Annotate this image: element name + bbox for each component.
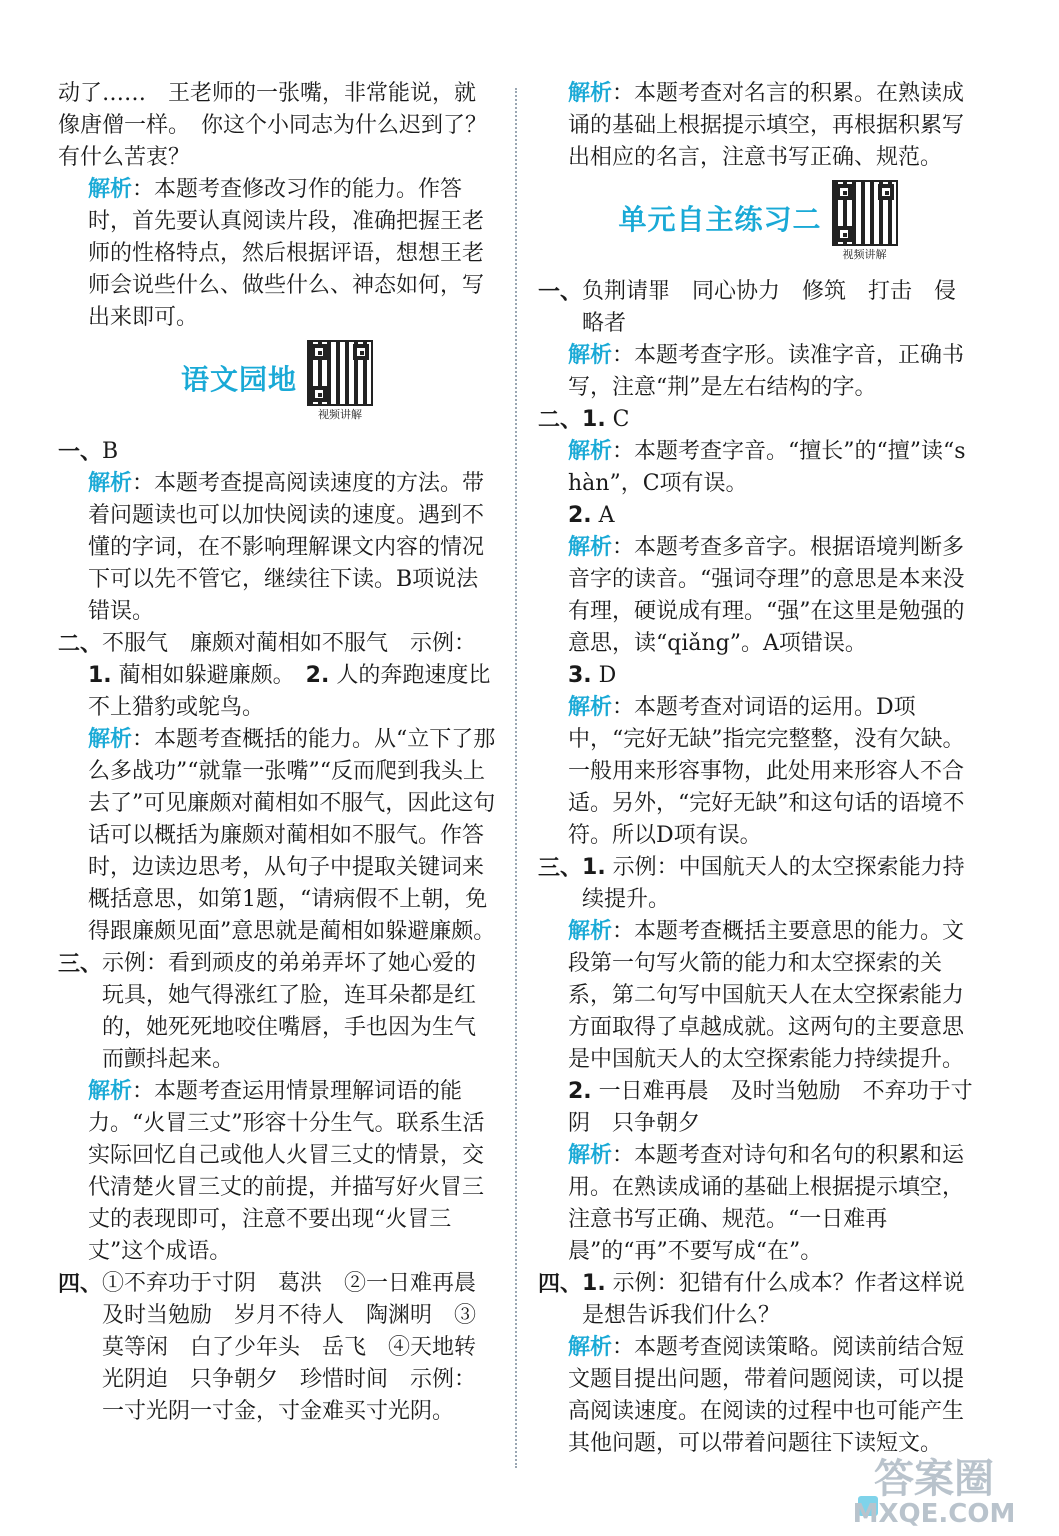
sub-answer [582,1268,978,1332]
qr-code-block[interactable] [832,180,898,262]
analysis-text: ：本题考查概括的能力。从“立下了那么多战功”“就靠一张嘴”“反而爬到我头上去了”可见廉颇对蔺相如不服气，因此这句话可以概括为廉颇对蔺相如不服气。作答时，边读边思考，从句子中提取关键词来概括意思，如第1题，“请病假不上朝，免得跟廉颇见面”意思就是蔺相如躲避廉颇。 [88,727,496,944]
analysis-block [538,436,978,500]
analysis-text: ：本题考查提高阅读速度的方法。带着问题读也可以加快阅读的速度。遇到不懂的字词，在不影响理解课文内容的情况下可以先不管它，继续往下读。B项说法错误。 [88,471,485,624]
analysis-block [538,692,978,852]
analysis-block [538,340,978,404]
analysis-text: ：本题考查对词语的运用。D项中，“完好无缺”指完完整整，没有欠缺。一般用来形容事物，此处用来形容人不合适。另外，“完好无缺”和这句话的语境不符。所以D项有误。 [568,695,965,848]
answer-text: 示例：看到顽皮的弟弟弄坏了她心爱的玩具，她气得涨红了脸，连耳朵都是红的，她死死地咬住嘴唇，手也因为生气而颤抖起来。 [102,951,477,1072]
analysis-block [538,532,978,660]
analysis-text: ：本题考查字音。“擅长”的“擅”读“shàn”，C项有误。 [568,439,966,496]
watermark-line1: 答案圈 [874,1456,994,1502]
analysis-text: ：本题考查对名言的积累。在熟读成诵的基础上根据提示填空，再根据积累写出相应的名言，注意书写正确、规范。 [568,81,965,170]
column-divider [515,88,517,1468]
section-header-yuwen-yuandi [58,340,496,432]
analysis-label: 解析 [568,1335,613,1360]
question-number: 二、 [538,407,583,433]
sub-answer-text: C [605,407,630,432]
sub-answer [582,852,978,916]
analysis-text: ：本题考查字形。读准字音，正确书写，注意“荆”是左右结构的字。 [568,343,965,400]
analysis-label: 解析 [568,919,613,944]
analysis-block [538,78,978,174]
sub-number: 1. [88,663,112,688]
question-number: 二、 [58,631,103,657]
sub-number: 1. [582,855,606,880]
sub-number: 2. [568,1079,592,1104]
analysis-label: 解析 [88,1079,133,1104]
analysis-label: 解析 [568,1143,613,1168]
question-3 [58,948,496,1076]
question-number: 一、 [58,439,103,465]
question-2 [58,628,496,660]
analysis-label: 解析 [568,343,613,368]
right-column [538,78,978,1460]
qr-code-icon[interactable] [307,340,373,406]
sub-answer-text: A [591,503,615,528]
sub-answer: 人的奔跑速度比不上猎豹或鸵鸟。 [88,663,491,720]
sub-answer [538,660,978,692]
sub-answer: 蔺相如躲避廉颇。 [111,663,306,688]
analysis-block [538,1332,978,1460]
analysis-text: ：本题考查修改习作的能力。作答时，首先要认真阅读片段，准确把握王老师的性格特点，然后根据评语，想想王老师会说些什么、做些什么、神态如何，写出来即可。 [88,177,485,330]
question-number: 三、 [58,951,103,977]
question-3 [538,852,978,916]
qr-caption: 视频讲解 [842,248,887,261]
analysis-text: ：本题考查多音字。根据语境判断多音字的读音。“强词夺理”的意思是本来没有理，硬说成有理。“强”在这里是勉强的意思，读“qiǎng”。A项错误。 [568,535,965,656]
answer-text: 不服气 廉颇对蔺相如不服气 示例： [102,631,477,656]
sub-answer-text: 示例：犯错有什么成本？作者这样说是想告诉我们什么？ [582,1271,965,1328]
question-number: 三、 [538,855,583,881]
analysis-label: 解析 [88,471,133,496]
question-number: 四、 [58,1271,103,1297]
sub-number: 2. [305,663,330,688]
analysis-block [58,174,496,334]
continued-answer: 动了…… 王老师的一张嘴，非常能说，就像唐僧一样。 你这个小同志为什么迟到了？有什么苦衷？ [58,81,488,170]
analysis-text: ：本题考查阅读策略。阅读前结合短文题目提出问题，带着问题阅读，可以提高阅读速度。在阅读的过程中也可能产生其他问题，可以带着问题往下读短文。 [568,1335,965,1456]
sub-number: 2. [568,503,592,528]
analysis-text: ：本题考查运用情景理解词语的能力。“火冒三丈”形容十分生气。联系生活实际回忆自己或他人火冒三丈的情景，交代清楚火冒三丈的前提，并描写好火冒三丈的表现即可，注意不要出现“火冒三丈”这个成语。 [88,1079,485,1264]
sub-answer [538,500,978,532]
qr-code-icon[interactable] [832,180,898,246]
question-1 [58,436,496,468]
analysis-label: 解析 [568,81,613,106]
analysis-block [538,1140,978,1268]
sub-answer-text: D [591,663,617,688]
watermark-line2: MXQE.COM [852,1499,1016,1528]
question-4 [538,1268,978,1332]
answer-text: B [102,439,119,464]
qr-code-block[interactable] [307,340,373,422]
sub-answer-text: 示例：中国航天人的太空探索能力持续提升。 [582,855,965,912]
watermark-logo [829,1450,1039,1528]
analysis-block [58,724,496,948]
analysis-label: 解析 [568,695,613,720]
question-4 [58,1268,499,1428]
sub-answer [538,1076,978,1140]
analysis-label: 解析 [568,535,613,560]
qr-caption: 视频讲解 [318,408,362,421]
section-header-unit-practice-2 [538,180,978,272]
analysis-block [58,1076,496,1268]
analysis-block [538,916,978,1076]
left-column [58,78,499,1428]
answer-text: 负荆请罪 同心协力 修筑 打击 侵略者 [582,279,957,336]
analysis-label: 解析 [568,439,613,464]
sub-answers [58,660,496,724]
section-title: 单元自主练习二 [618,203,822,236]
answer-text: ①不弃功于寸阴 葛洪 ②一日难再晨 及时当勉励 岁月不待人 陶渊明 ③莫等闲 白了少年头 岳飞 ④天地转 光阴迫 只争朝夕 珍惜时间 示例：一寸光阴一寸金，寸金难买寸光阴。 [102,1271,499,1424]
sub-number: 1. [582,407,606,432]
question-1 [538,276,978,340]
question-number: 四、 [538,1271,583,1297]
sub-answer [582,404,978,436]
analysis-label: 解析 [88,177,133,202]
analysis-text: ：本题考查概括主要意思的能力。文段第一句写火箭的能力和太空探索的关系，第二句写中国航天人在太空探索能力方面取得了卓越成就。这两句的主要意思是中国航天人的太空探索能力持续提升。 [568,919,965,1072]
sub-number: 1. [582,1271,606,1296]
analysis-text: ：本题考查对诗句和名句的积累和运用。在熟读成诵的基础上根据提示填空，注意书写正确、规范。“一日难再晨”的“再”不要写成“在”。 [568,1143,965,1264]
section-title: 语文园地 [180,363,297,396]
sub-number: 3. [568,663,592,688]
sub-answer-text: 一日难再晨 及时当勉励 不弃功于寸阴 只争朝夕 [568,1079,973,1136]
question-2 [538,404,978,436]
question-number: 一、 [538,279,583,305]
analysis-label: 解析 [88,727,133,752]
analysis-block [58,468,496,628]
